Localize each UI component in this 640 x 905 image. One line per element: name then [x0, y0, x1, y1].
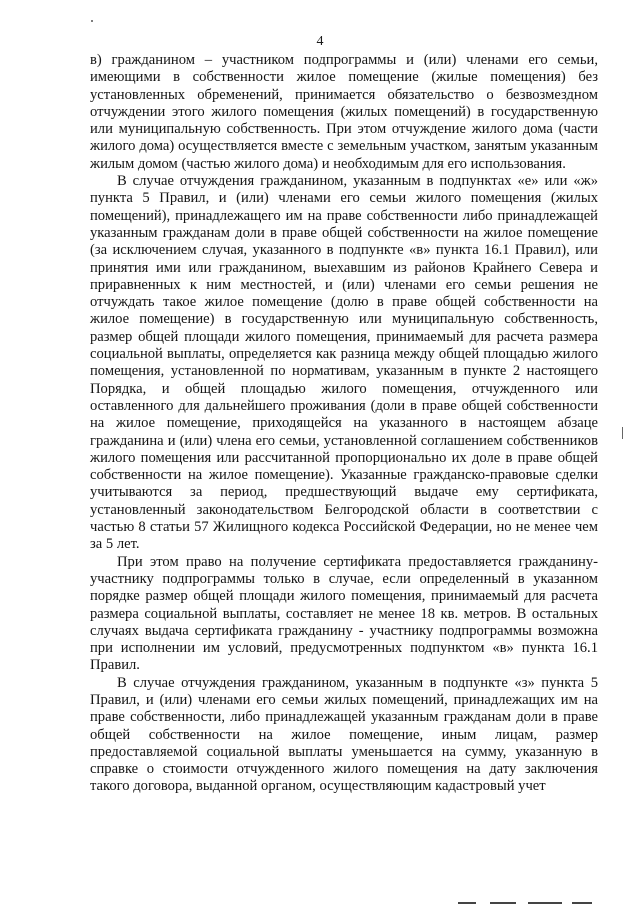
margin-mark: [622, 427, 623, 439]
paragraph-subitem-v: в) гражданином – участником подпрограммы и (или) членами его семьи, имеющими в собственности жилое помещение (жилые помещения) без установленных обременений, принимается обязательство о безвозмездном отчуждении этого жилого помещения (жилых помещений) в государственную или муниципальную собственность. При этом отчуждение жилого дома (части жилого дома) осуществляется вместе с земельным участком, занятым указанным жилым домом (частью жилого дома) и необходимым для его использования.: [90, 52, 598, 172]
paragraph-alienation-e-zh: В случае отчуждения гражданином, указанным в подпунктах «е» или «ж» пункта 5 Правил, и (или) членами его семьи жилого помещения (жилых помещений), принадлежащего им на праве собственности либо принадлежащей указанным гражданам доли в праве общей собственности на жилое помещение (за исключением случая, указанного в подпункте «в» пункта 16.1 Правил), или принятия ими или гражданином, выехавшим из районов Крайнего Севера и приравненных к ним местностей, и (или) членами его семьи решения не отчуждать такое жилое помещение (долю в праве общей собственности на жилое помещение) в государственную или муниципальную собственность, размер общей площади жилого помещения, принимаемый для расчета размера социальной выплаты, определяется как разница между общей площадью жилого помещения, установленной по нормативам, указанным в пункте 2 настоящего Порядка, и общей площадью жилого помещения, отчужденного или оставленного для дальнейшего проживания (доли в праве общей собственности на жилое помещение, приходящейся на указанного в настоящем абзаце гражданина и (или) члена его семьи, установленной соглашением собственников жилого помещения или рассчитанной пропорционально их доле в праве общей собственности на жилое помещение). Указанные гражданско-правовые сделки учитываются за период, предшествующий выдаче ему сертификата, установленный законодательством Белгородской области в соответствии с частью 8 статьи 57 Жилищного кодекса Российской Федерации, но не менее чем за 5 лет.: [90, 173, 598, 553]
bleed-through-marks: [450, 896, 600, 905]
document-body: [90, 52, 598, 796]
scan-speck: [91, 20, 93, 22]
paragraph-alienation-z: В случае отчуждения гражданином, указанным в подпункте «з» пункта 5 Правил, и (или) членами его семьи жилых помещений, принадлежащих им на праве собственности, либо принадлежащей указанным гражданам доли в праве общей собственности на жилое помещение, иным лицам, размер предоставляемой социальной выплаты уменьшается на сумму, указанную в справке о стоимости отчужденного жилого помещения на дату заключения такого договора, выданной органом, осуществляющим кадастровый учет: [90, 674, 598, 795]
page-number: 4: [316, 34, 324, 49]
paragraph-certificate-right: При этом право на получение сертификата предоставляется гражданину-участнику подпрограммы только в случае, если определенный в указанном порядке размер общей площади жилого помещения, принимаемый для расчета размера социальной выплаты, составляет не менее 18 кв. метров. В остальных случаях выдача сертификата гражданину - участнику подпрограммы возможна при исполнении им условий, предусмотренных подпунктом «в» пункта 16.1 Правил.: [90, 553, 598, 674]
